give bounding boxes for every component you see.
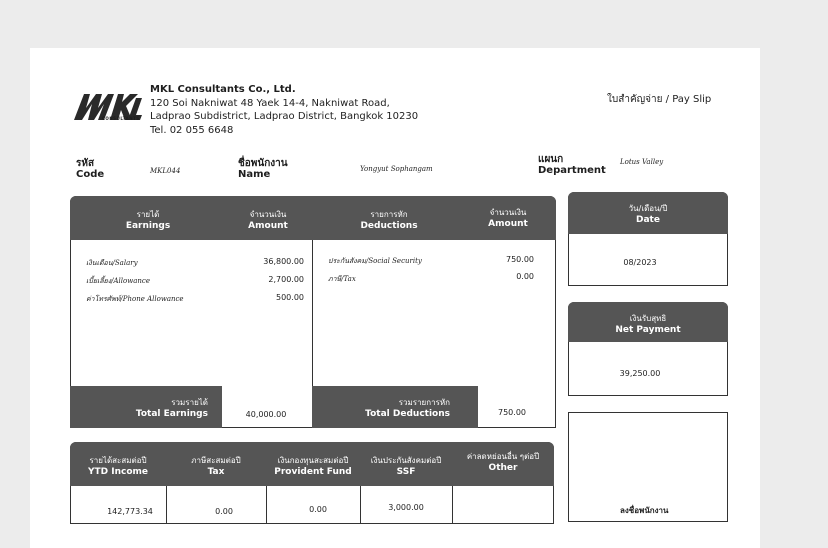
ytd-other-heading-en: Other bbox=[488, 463, 518, 473]
earning-item-label: ค่าโทรศัพท์/Phone Allowance bbox=[86, 295, 184, 303]
ytd-income-value: 142,773.34 bbox=[107, 507, 153, 516]
ytd-divider bbox=[266, 486, 267, 524]
ytd-tax-heading bbox=[166, 454, 266, 477]
total-earnings-label-en: Total Earnings bbox=[135, 409, 208, 419]
earnings-heading bbox=[100, 208, 196, 231]
ytd-divider bbox=[452, 486, 453, 524]
total-earnings-label-th: รวมรายได้ bbox=[171, 398, 208, 407]
ytd-other-heading bbox=[452, 450, 554, 473]
ytd-income-heading-en: YTD Income bbox=[87, 467, 149, 477]
earning-item-amount: 2,700.00 bbox=[268, 275, 304, 284]
earning-item-label: เบี้ยเลี้ยง/Allowance bbox=[86, 277, 150, 285]
total-earnings-value: 40,000.00 bbox=[245, 410, 287, 419]
name-value: Yongyut Sophangam bbox=[360, 165, 433, 173]
date-header-en: Date bbox=[636, 215, 660, 225]
ytd-tax-heading-en: Tax bbox=[207, 467, 225, 477]
ytd-ssf-heading-th: เงินประกันสังคมต่อปี bbox=[370, 456, 442, 465]
net-payment-value: 39,250.00 bbox=[619, 369, 661, 378]
deductions-amount-heading bbox=[470, 206, 546, 229]
ytd-ssf-heading-en: SSF bbox=[396, 467, 416, 477]
date-header-th: วัน/เดือน/ปี bbox=[628, 204, 668, 213]
name-label-th: ชื่อพนักงาน bbox=[238, 158, 288, 169]
deduction-item-label: ประกันสังคม/Social Security bbox=[328, 257, 422, 265]
department-label-th: แผนก bbox=[538, 154, 564, 165]
ytd-divider bbox=[360, 486, 361, 524]
deduction-item-label: ภาษี/Tax bbox=[328, 275, 356, 283]
ytd-divider bbox=[166, 486, 167, 524]
earning-item-amount: 36,800.00 bbox=[263, 257, 304, 266]
department-value: Lotus Valley bbox=[620, 158, 664, 166]
company-address-line2: Ladprao Subdistrict, Ladprao District, Bangkok 10230 bbox=[150, 111, 419, 122]
name-label-en: Name bbox=[238, 169, 271, 180]
total-deductions-label-en: Total Deductions bbox=[365, 409, 450, 419]
deductions-heading-th: รายการหัก bbox=[370, 210, 408, 219]
deductions-amount-heading-th: จำนวนเงิน bbox=[489, 208, 527, 217]
code-label-en: Code bbox=[76, 169, 105, 180]
company-phone: Tel. 02 055 6648 bbox=[150, 125, 234, 136]
earning-item-amount: 500.00 bbox=[276, 293, 304, 302]
company-name: MKL Consultants Co., Ltd. bbox=[150, 84, 296, 95]
date-header bbox=[568, 192, 728, 234]
deduction-item-amount: 0.00 bbox=[516, 272, 534, 281]
code-label-th: รหัส bbox=[76, 158, 95, 169]
deductions-heading bbox=[348, 208, 430, 231]
deduction-item-amount: 750.00 bbox=[506, 255, 534, 264]
deductions-heading-en: Deductions bbox=[360, 221, 418, 231]
total-deductions-value: 750.00 bbox=[498, 408, 526, 417]
ytd-provident-heading-th: เงินกองทุนสะสมต่อปี bbox=[277, 456, 349, 465]
earnings-heading-en: Earnings bbox=[125, 221, 171, 231]
date-value: 08/2023 bbox=[623, 258, 657, 267]
ytd-provident-heading bbox=[266, 454, 360, 477]
ytd-income-heading-th: รายได้สะสมต่อปี bbox=[89, 456, 147, 465]
earning-item-label: เงินเดือน/Salary bbox=[86, 259, 138, 267]
total-deductions-label-th: รวมรายการหัก bbox=[398, 398, 450, 407]
ytd-provident-heading-en: Provident Fund bbox=[274, 467, 352, 477]
ytd-ssf-heading bbox=[360, 454, 452, 477]
pay-slip-title: ใบสำคัญจ่าย / Pay Slip bbox=[607, 94, 712, 105]
code-value: MKL044 bbox=[150, 167, 181, 175]
ytd-ssf-value: 3,000.00 bbox=[388, 503, 424, 512]
earnings-heading-th: รายได้ bbox=[136, 210, 160, 219]
ytd-tax-value: 0.00 bbox=[215, 507, 233, 516]
earnings-amount-heading-th: จำนวนเงิน bbox=[249, 210, 287, 219]
total-deductions-label-cell bbox=[312, 386, 478, 428]
net-payment-header-en: Net Payment bbox=[615, 325, 681, 335]
net-payment-header-th: เงินรับสุทธิ bbox=[629, 314, 667, 323]
deductions-amount-heading-en: Amount bbox=[488, 219, 528, 229]
ytd-other-heading-th: ค่าลดหย่อนอื่น ๆต่อปี bbox=[466, 452, 540, 461]
earnings-amount-heading bbox=[228, 208, 308, 231]
net-payment-header bbox=[568, 302, 728, 342]
ytd-provident-value: 0.00 bbox=[309, 505, 327, 514]
logo-subtext: CONSULTANTS bbox=[102, 116, 140, 121]
signature-label: ลงชื่อพนักงาน bbox=[620, 506, 669, 515]
ytd-income-heading bbox=[70, 454, 166, 477]
total-earnings-label-cell bbox=[70, 386, 222, 428]
earnings-amount-heading-en: Amount bbox=[248, 221, 288, 231]
company-address-line1: 120 Soi Nakniwat 48 Yaek 14-4, Nakniwat Road, bbox=[150, 98, 390, 109]
ytd-tax-heading-th: ภาษีสะสมต่อปี bbox=[191, 456, 241, 465]
department-label-en: Department bbox=[538, 165, 606, 176]
